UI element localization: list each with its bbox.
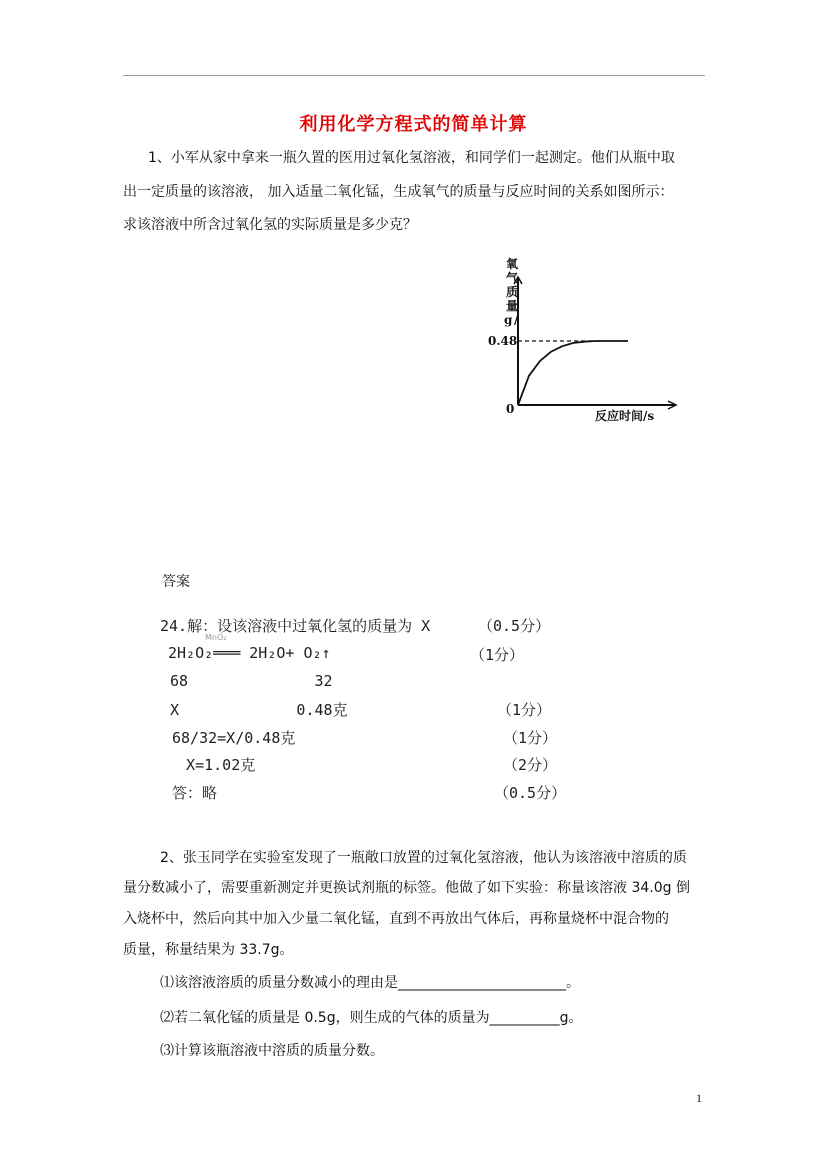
q2-sub3: ⑶计算该瓶溶液中溶质的质量分数。 — [160, 1043, 384, 1059]
answer-heading: 答案 — [162, 574, 190, 590]
y-label-char: g — [504, 313, 513, 327]
page-number: 1 — [696, 1091, 702, 1105]
y-label-char: 氧 — [506, 257, 519, 271]
origin-label: 0 — [506, 402, 515, 416]
answer-line-4: X 0.48克 — [170, 701, 348, 719]
q2-line2: 量分数减小了，需要重新测定并更换试剂瓶的标签。他做了如下实验：称量该溶液 34.0g 倒 — [123, 880, 690, 896]
answer-score-4: （1分） — [497, 701, 552, 719]
answer-score-5: （1分） — [503, 729, 558, 747]
x-axis-label: 反应时间/s — [595, 409, 655, 423]
header-rule — [123, 75, 705, 76]
q1-line3: 求该溶液中所含过氧化氢的实际质量是多少克？ — [123, 217, 417, 233]
answer-line-1: 24.解：设该溶液中过氧化氢的质量为 X — [160, 617, 431, 635]
q2-line1: 2、张玉同学在实验室发现了一瓶敞口放置的过氧化氢溶液，他认为该溶液中溶质的质 — [160, 850, 687, 866]
y-label-char: / — [514, 313, 519, 327]
y-label-char: 气 — [506, 271, 519, 285]
q2-sub1: ⑴该溶液溶质的质量分数减小的理由是________________________。 — [160, 975, 580, 991]
q1-line2: 出一定质量的该溶液， 加入适量二氧化锰，生成氧气的质量与反应时间的关系如图所示： — [123, 184, 674, 200]
answer-score-2: （1分） — [470, 646, 525, 664]
page-title: 利用化学方程式的简单计算 — [299, 114, 528, 135]
answer-line-7: 答：略 — [172, 784, 218, 802]
q1-line1: 1、小军从家中拿来一瓶久置的医用过氧化氢溶液，和同学们一起测定。他们从瓶中取 — [148, 150, 675, 166]
answer-line-5: 68/32=X/0.48克 — [172, 729, 296, 747]
q2-line4: 质量，称量结果为 33.7g。 — [123, 942, 294, 958]
answer-score-1: （0.5分） — [478, 617, 551, 635]
oxygen-mass-chart — [470, 250, 710, 430]
answer-line-6: X=1.02克 — [168, 756, 256, 774]
q2-sub2: ⑵若二氧化锰的质量是 0.5g，则生成的气体的质量为__________g。 — [160, 1010, 583, 1026]
answer-line-3: 68 32 — [170, 672, 333, 690]
q2-line3: 入烧杯中，然后向其中加入少量二氧化锰，直到不再放出气体后，再称量烧杯中混合物的 — [123, 911, 669, 927]
y-label-char: 质 — [506, 285, 519, 299]
y-mark-label: 0.48 — [488, 334, 518, 348]
answer-score-6: （2分） — [503, 756, 558, 774]
series-line — [518, 341, 628, 405]
y-axis-label — [504, 256, 519, 327]
answer-score-7: （0.5分） — [494, 784, 567, 802]
answer-line-2: 2H₂O₂═══ 2H₂O+ O₂↑ — [168, 644, 331, 662]
y-label-char: 量 — [506, 299, 519, 313]
reaction-condition: MnO₂ — [205, 633, 227, 642]
